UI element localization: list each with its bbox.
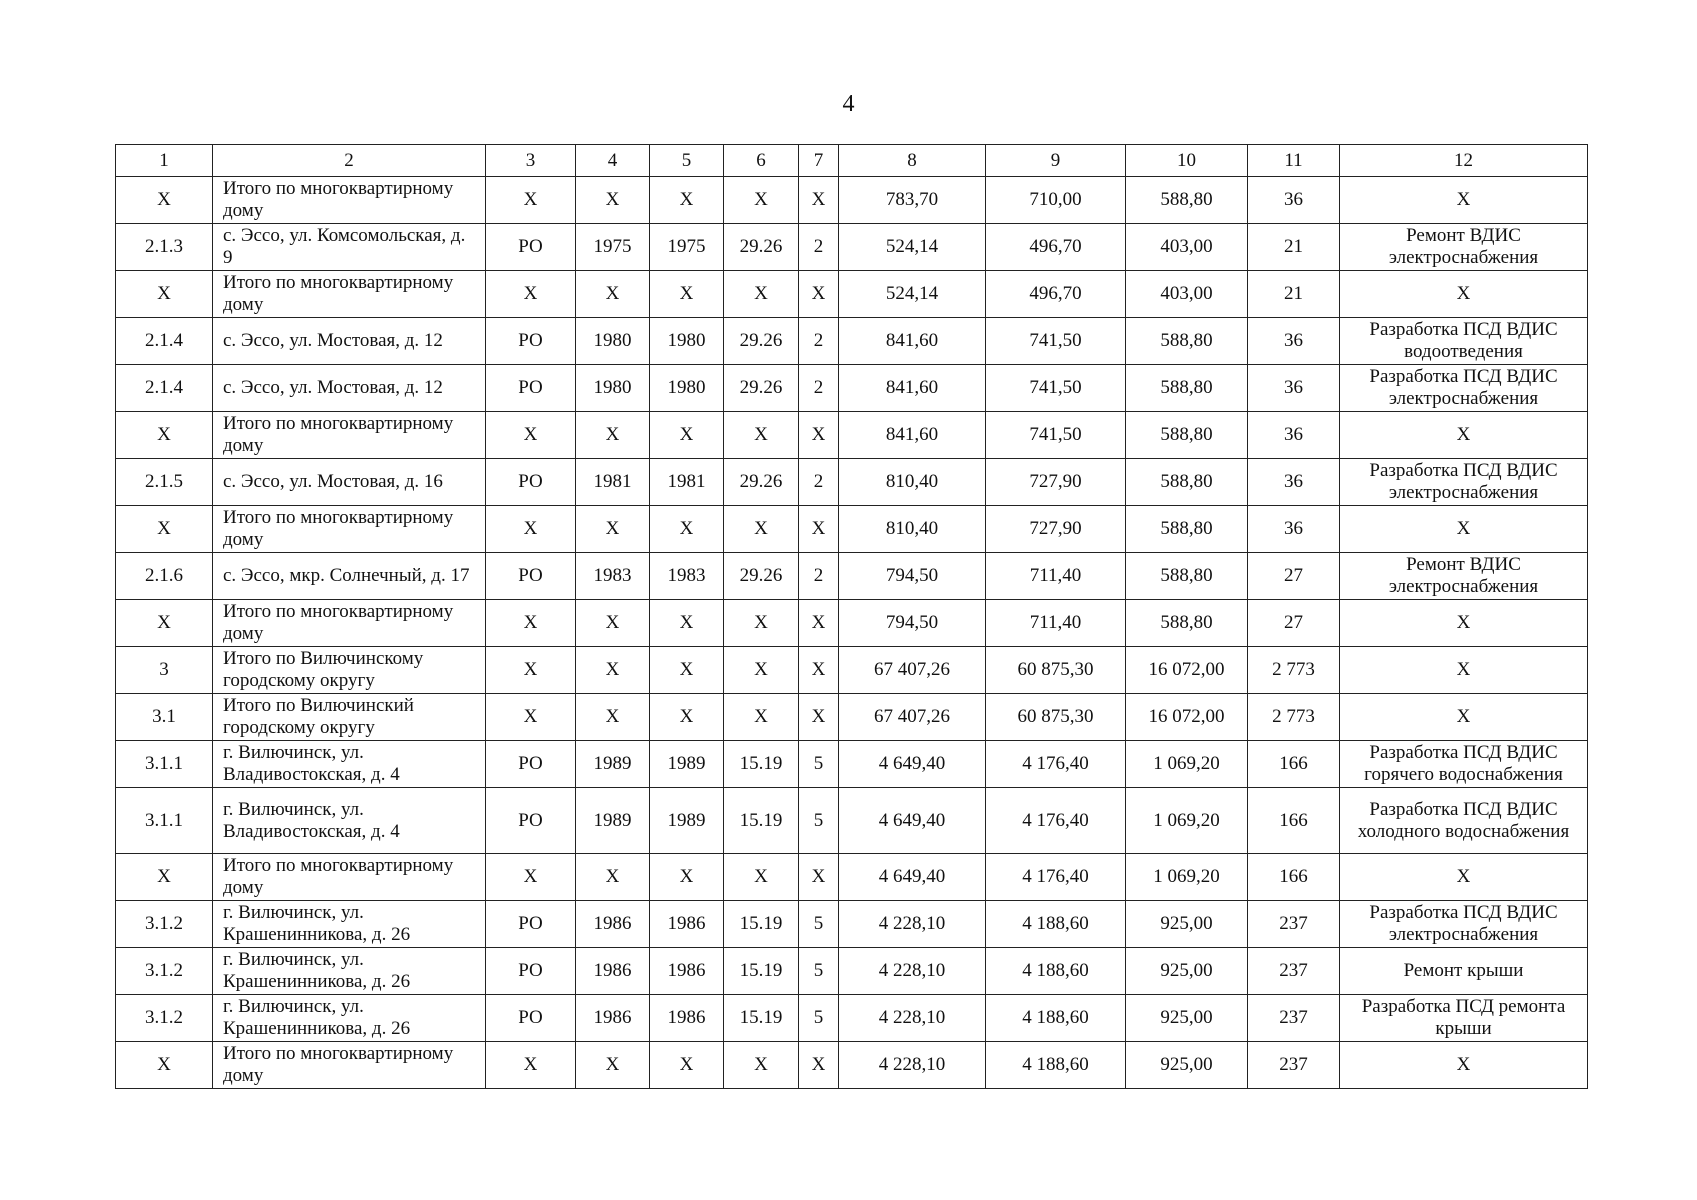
cell-year-built: 1986 <box>576 901 650 948</box>
cell-floors: 2 <box>799 553 839 600</box>
cell-num: 3.1.2 <box>116 901 213 948</box>
table-body <box>116 145 1588 1089</box>
cell-wear: 29.26 <box>724 224 799 271</box>
table-row <box>116 271 1588 318</box>
cell-year-commissioned: X <box>650 1042 724 1089</box>
cell-address: с. Эссо, ул. Мостовая, д. 12 <box>213 365 486 412</box>
cell-living-area: 741,50 <box>986 365 1126 412</box>
cell-form: X <box>486 600 576 647</box>
cell-form: X <box>486 647 576 694</box>
cell-residents: 21 <box>1248 271 1340 318</box>
cell-work-type: X <box>1340 1042 1588 1089</box>
cell-num: X <box>116 854 213 901</box>
cell-form: РО <box>486 459 576 506</box>
cell-year-commissioned: 1981 <box>650 459 724 506</box>
cell-year-commissioned: X <box>650 506 724 553</box>
cell-address: Итого по многоквартирному дому <box>213 600 486 647</box>
cell-floors: 5 <box>799 788 839 854</box>
cell-wear: 15.19 <box>724 995 799 1042</box>
header-cell-total-area: 8 <box>839 145 986 177</box>
cell-residents: 27 <box>1248 600 1340 647</box>
cell-residents: 36 <box>1248 318 1340 365</box>
cell-num: 3.1.2 <box>116 948 213 995</box>
cell-living-area: 496,70 <box>986 224 1126 271</box>
cell-year-commissioned: 1980 <box>650 365 724 412</box>
cell-residents: 36 <box>1248 365 1340 412</box>
cell-common-area: 1 069,20 <box>1126 854 1248 901</box>
cell-year-commissioned: 1983 <box>650 553 724 600</box>
cell-year-commissioned: 1975 <box>650 224 724 271</box>
page-number: 4 <box>842 91 855 117</box>
cell-floors: X <box>799 694 839 741</box>
cell-year-commissioned: X <box>650 412 724 459</box>
cell-total-area: 841,60 <box>839 318 986 365</box>
cell-living-area: 711,40 <box>986 553 1126 600</box>
header-cell-year-built: 4 <box>576 145 650 177</box>
cell-wear: 29.26 <box>724 365 799 412</box>
cell-form: РО <box>486 741 576 788</box>
cell-residents: 166 <box>1248 854 1340 901</box>
cell-form: РО <box>486 948 576 995</box>
cell-floors: 2 <box>799 224 839 271</box>
cell-form: РО <box>486 365 576 412</box>
cell-num: 3 <box>116 647 213 694</box>
cell-living-area: 727,90 <box>986 459 1126 506</box>
cell-common-area: 925,00 <box>1126 1042 1248 1089</box>
cell-work-type: X <box>1340 506 1588 553</box>
table-row <box>116 224 1588 271</box>
cell-wear: X <box>724 412 799 459</box>
cell-total-area: 841,60 <box>839 365 986 412</box>
table-row <box>116 694 1588 741</box>
cell-form: X <box>486 412 576 459</box>
cell-living-area: 711,40 <box>986 600 1126 647</box>
cell-residents: 36 <box>1248 177 1340 224</box>
cell-common-area: 403,00 <box>1126 224 1248 271</box>
cell-floors: X <box>799 1042 839 1089</box>
cell-address: с. Эссо, ул. Комсомольская, д. 9 <box>213 224 486 271</box>
cell-common-area: 588,80 <box>1126 459 1248 506</box>
cell-total-area: 67 407,26 <box>839 694 986 741</box>
cell-living-area: 710,00 <box>986 177 1126 224</box>
cell-work-type: X <box>1340 177 1588 224</box>
cell-work-type: X <box>1340 600 1588 647</box>
cell-floors: X <box>799 600 839 647</box>
table-row <box>116 365 1588 412</box>
cell-work-type: Разработка ПСД ВДИС горячего водоснабжения <box>1340 741 1588 788</box>
cell-total-area: 4 228,10 <box>839 995 986 1042</box>
cell-common-area: 925,00 <box>1126 948 1248 995</box>
table-header-row <box>116 145 1588 177</box>
cell-year-built: X <box>576 1042 650 1089</box>
cell-year-built: 1975 <box>576 224 650 271</box>
cell-residents: 237 <box>1248 901 1340 948</box>
cell-year-built: X <box>576 506 650 553</box>
table-row <box>116 506 1588 553</box>
header-cell-common-area: 10 <box>1126 145 1248 177</box>
cell-residents: 21 <box>1248 224 1340 271</box>
cell-total-area: 794,50 <box>839 600 986 647</box>
cell-num: X <box>116 1042 213 1089</box>
cell-address: г. Вилючинск, ул. Владивостокская, д. 4 <box>213 788 486 854</box>
cell-work-type: Разработка ПСД ремонта крыши <box>1340 995 1588 1042</box>
cell-wear: 15.19 <box>724 741 799 788</box>
table-row <box>116 741 1588 788</box>
cell-num: X <box>116 177 213 224</box>
table-row <box>116 318 1588 365</box>
cell-work-type: X <box>1340 271 1588 318</box>
cell-year-commissioned: X <box>650 271 724 318</box>
cell-address: Итого по многоквартирному дому <box>213 177 486 224</box>
cell-num: 3.1.1 <box>116 741 213 788</box>
cell-total-area: 810,40 <box>839 459 986 506</box>
cell-total-area: 4 649,40 <box>839 741 986 788</box>
cell-residents: 2 773 <box>1248 694 1340 741</box>
cell-floors: X <box>799 854 839 901</box>
cell-form: РО <box>486 224 576 271</box>
cell-common-area: 588,80 <box>1126 412 1248 459</box>
cell-year-built: X <box>576 694 650 741</box>
cell-residents: 166 <box>1248 788 1340 854</box>
cell-num: 2.1.4 <box>116 365 213 412</box>
cell-common-area: 1 069,20 <box>1126 741 1248 788</box>
cell-total-area: 841,60 <box>839 412 986 459</box>
cell-address: г. Вилючинск, ул. Крашенинникова, д. 26 <box>213 995 486 1042</box>
cell-num: 2.1.3 <box>116 224 213 271</box>
cell-year-built: X <box>576 600 650 647</box>
cell-address: г. Вилючинск, ул. Крашенинникова, д. 26 <box>213 901 486 948</box>
cell-year-commissioned: 1986 <box>650 901 724 948</box>
cell-work-type: Ремонт крыши <box>1340 948 1588 995</box>
cell-residents: 27 <box>1248 553 1340 600</box>
cell-total-area: 810,40 <box>839 506 986 553</box>
table-row <box>116 553 1588 600</box>
cell-common-area: 16 072,00 <box>1126 694 1248 741</box>
cell-year-built: 1989 <box>576 788 650 854</box>
cell-wear: 15.19 <box>724 901 799 948</box>
cell-floors: 5 <box>799 995 839 1042</box>
cell-work-type: X <box>1340 694 1588 741</box>
cell-work-type: Разработка ПСД ВДИС холодного водоснабжения <box>1340 788 1588 854</box>
cell-residents: 36 <box>1248 412 1340 459</box>
header-cell-form: 3 <box>486 145 576 177</box>
cell-address: Итого по многоквартирному дому <box>213 1042 486 1089</box>
cell-total-area: 67 407,26 <box>839 647 986 694</box>
cell-living-area: 4 176,40 <box>986 741 1126 788</box>
cell-floors: 5 <box>799 741 839 788</box>
cell-year-commissioned: X <box>650 177 724 224</box>
table-row <box>116 647 1588 694</box>
cell-work-type: Разработка ПСД ВДИС электроснабжения <box>1340 365 1588 412</box>
cell-num: 3.1.1 <box>116 788 213 854</box>
header-cell-living-area: 9 <box>986 145 1126 177</box>
cell-wear: 29.26 <box>724 318 799 365</box>
cell-common-area: 588,80 <box>1126 318 1248 365</box>
cell-living-area: 60 875,30 <box>986 647 1126 694</box>
cell-year-commissioned: 1980 <box>650 318 724 365</box>
cell-total-area: 4 649,40 <box>839 788 986 854</box>
cell-living-area: 741,50 <box>986 412 1126 459</box>
cell-work-type: Ремонт ВДИС электроснабжения <box>1340 224 1588 271</box>
cell-address: Итого по Вилючинскому городскому округу <box>213 647 486 694</box>
cell-total-area: 4 228,10 <box>839 948 986 995</box>
cell-address: г. Вилючинск, ул. Крашенинникова, д. 26 <box>213 948 486 995</box>
table-row <box>116 948 1588 995</box>
header-cell-year-commissioned: 5 <box>650 145 724 177</box>
table-row <box>116 412 1588 459</box>
cell-num: X <box>116 506 213 553</box>
cell-year-built: 1983 <box>576 553 650 600</box>
header-cell-address: 2 <box>213 145 486 177</box>
cell-form: РО <box>486 995 576 1042</box>
cell-num: 3.1 <box>116 694 213 741</box>
cell-floors: 5 <box>799 948 839 995</box>
cell-address: Итого по многоквартирному дому <box>213 854 486 901</box>
cell-common-area: 588,80 <box>1126 365 1248 412</box>
cell-living-area: 60 875,30 <box>986 694 1126 741</box>
cell-living-area: 4 188,60 <box>986 1042 1126 1089</box>
cell-total-area: 4 649,40 <box>839 854 986 901</box>
table-row <box>116 459 1588 506</box>
cell-year-built: X <box>576 412 650 459</box>
cell-floors: X <box>799 177 839 224</box>
cell-num: X <box>116 600 213 647</box>
cell-living-area: 4 188,60 <box>986 948 1126 995</box>
cell-wear: 29.26 <box>724 553 799 600</box>
cell-year-commissioned: X <box>650 600 724 647</box>
cell-year-commissioned: 1986 <box>650 948 724 995</box>
cell-residents: 166 <box>1248 741 1340 788</box>
cell-common-area: 925,00 <box>1126 901 1248 948</box>
cell-floors: X <box>799 647 839 694</box>
cell-year-built: 1986 <box>576 995 650 1042</box>
cell-form: X <box>486 271 576 318</box>
cell-total-area: 783,70 <box>839 177 986 224</box>
cell-floors: X <box>799 271 839 318</box>
header-cell-num: 1 <box>116 145 213 177</box>
table-row <box>116 600 1588 647</box>
cell-num: 2.1.5 <box>116 459 213 506</box>
cell-common-area: 588,80 <box>1126 600 1248 647</box>
cell-work-type: Разработка ПСД ВДИС водоотведения <box>1340 318 1588 365</box>
cell-residents: 36 <box>1248 459 1340 506</box>
cell-form: X <box>486 506 576 553</box>
cell-work-type: Разработка ПСД ВДИС электроснабжения <box>1340 901 1588 948</box>
cell-year-built: X <box>576 177 650 224</box>
table-row <box>116 177 1588 224</box>
cell-total-area: 524,14 <box>839 271 986 318</box>
cell-wear: 15.19 <box>724 788 799 854</box>
header-cell-work-type: 12 <box>1340 145 1588 177</box>
cell-form: X <box>486 177 576 224</box>
cell-num: 2.1.6 <box>116 553 213 600</box>
cell-common-area: 588,80 <box>1126 177 1248 224</box>
cell-common-area: 16 072,00 <box>1126 647 1248 694</box>
cell-year-built: 1980 <box>576 365 650 412</box>
cell-year-built: 1986 <box>576 948 650 995</box>
cell-work-type: X <box>1340 647 1588 694</box>
cell-wear: X <box>724 1042 799 1089</box>
table-row <box>116 995 1588 1042</box>
cell-wear: X <box>724 506 799 553</box>
table-row <box>116 854 1588 901</box>
cell-living-area: 741,50 <box>986 318 1126 365</box>
cell-floors: 2 <box>799 318 839 365</box>
cell-wear: X <box>724 647 799 694</box>
cell-living-area: 4 188,60 <box>986 995 1126 1042</box>
cell-floors: 2 <box>799 459 839 506</box>
program-table <box>115 144 1588 1089</box>
cell-floors: X <box>799 412 839 459</box>
cell-year-commissioned: 1989 <box>650 788 724 854</box>
cell-num: 2.1.4 <box>116 318 213 365</box>
cell-living-area: 4 176,40 <box>986 788 1126 854</box>
table-row <box>116 788 1588 854</box>
table-row <box>116 1042 1588 1089</box>
cell-total-area: 794,50 <box>839 553 986 600</box>
cell-year-built: X <box>576 271 650 318</box>
cell-year-built: 1980 <box>576 318 650 365</box>
cell-floors: 2 <box>799 365 839 412</box>
cell-total-area: 524,14 <box>839 224 986 271</box>
cell-residents: 36 <box>1248 506 1340 553</box>
cell-address: Итого по Вилючинский городскому округу <box>213 694 486 741</box>
cell-common-area: 588,80 <box>1126 553 1248 600</box>
cell-address: Итого по многоквартирному дому <box>213 506 486 553</box>
cell-form: РО <box>486 901 576 948</box>
header-cell-floors: 7 <box>799 145 839 177</box>
cell-year-commissioned: X <box>650 854 724 901</box>
cell-work-type: Разработка ПСД ВДИС электроснабжения <box>1340 459 1588 506</box>
cell-floors: X <box>799 506 839 553</box>
cell-address: Итого по многоквартирному дому <box>213 412 486 459</box>
cell-address: Итого по многоквартирному дому <box>213 271 486 318</box>
cell-work-type: Ремонт ВДИС электроснабжения <box>1340 553 1588 600</box>
cell-living-area: 4 176,40 <box>986 854 1126 901</box>
cell-work-type: X <box>1340 412 1588 459</box>
cell-num: 3.1.2 <box>116 995 213 1042</box>
cell-address: с. Эссо, ул. Мостовая, д. 16 <box>213 459 486 506</box>
cell-residents: 237 <box>1248 1042 1340 1089</box>
cell-work-type: X <box>1340 854 1588 901</box>
cell-wear: X <box>724 694 799 741</box>
cell-total-area: 4 228,10 <box>839 1042 986 1089</box>
cell-common-area: 403,00 <box>1126 271 1248 318</box>
cell-year-built: X <box>576 647 650 694</box>
cell-wear: X <box>724 177 799 224</box>
cell-form: X <box>486 854 576 901</box>
cell-common-area: 588,80 <box>1126 506 1248 553</box>
cell-address: с. Эссо, мкр. Солнечный, д. 17 <box>213 553 486 600</box>
cell-year-built: X <box>576 854 650 901</box>
cell-year-commissioned: 1989 <box>650 741 724 788</box>
cell-form: X <box>486 1042 576 1089</box>
header-cell-wear: 6 <box>724 145 799 177</box>
cell-form: РО <box>486 788 576 854</box>
cell-form: РО <box>486 553 576 600</box>
cell-wear: 29.26 <box>724 459 799 506</box>
cell-residents: 237 <box>1248 995 1340 1042</box>
cell-year-commissioned: 1986 <box>650 995 724 1042</box>
cell-form: X <box>486 694 576 741</box>
cell-living-area: 496,70 <box>986 271 1126 318</box>
cell-common-area: 1 069,20 <box>1126 788 1248 854</box>
cell-residents: 2 773 <box>1248 647 1340 694</box>
cell-wear: 15.19 <box>724 948 799 995</box>
cell-residents: 237 <box>1248 948 1340 995</box>
cell-wear: X <box>724 854 799 901</box>
cell-living-area: 4 188,60 <box>986 901 1126 948</box>
cell-wear: X <box>724 600 799 647</box>
cell-floors: 5 <box>799 901 839 948</box>
table-row <box>116 901 1588 948</box>
cell-num: X <box>116 271 213 318</box>
cell-address: г. Вилючинск, ул. Владивостокская, д. 4 <box>213 741 486 788</box>
cell-address: с. Эссо, ул. Мостовая, д. 12 <box>213 318 486 365</box>
cell-num: X <box>116 412 213 459</box>
cell-total-area: 4 228,10 <box>839 901 986 948</box>
cell-year-commissioned: X <box>650 647 724 694</box>
cell-wear: X <box>724 271 799 318</box>
cell-year-commissioned: X <box>650 694 724 741</box>
header-cell-residents: 11 <box>1248 145 1340 177</box>
cell-living-area: 727,90 <box>986 506 1126 553</box>
cell-common-area: 925,00 <box>1126 995 1248 1042</box>
cell-year-built: 1981 <box>576 459 650 506</box>
cell-form: РО <box>486 318 576 365</box>
cell-year-built: 1989 <box>576 741 650 788</box>
